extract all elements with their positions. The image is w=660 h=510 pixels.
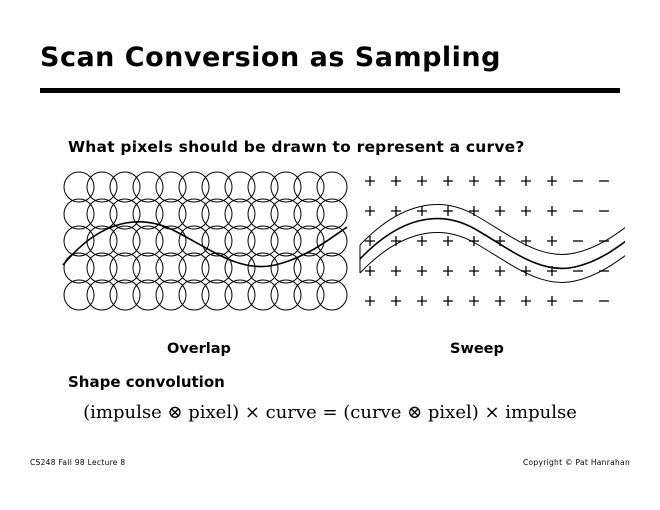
caption-sweep: Sweep: [450, 341, 504, 357]
title-divider: [40, 88, 620, 93]
question-text: What pixels should be drawn to represent a curve?: [68, 138, 525, 156]
shape-convolution-label: Shape convolution: [68, 373, 225, 391]
overlap-diagram: [64, 172, 347, 310]
page-title: Scan Conversion as Sampling: [40, 42, 501, 73]
equation-text: (impulse ⊗ pixel) × curve = (curve ⊗ pixel) × impulse: [83, 402, 577, 423]
caption-overlap: Overlap: [167, 341, 231, 357]
footer-course-info: CS248 Fall 98 Lecture 8: [30, 458, 126, 467]
figures-area: [55, 165, 625, 335]
footer-copyright: Copyright © Pat Hanrahan: [523, 458, 630, 467]
